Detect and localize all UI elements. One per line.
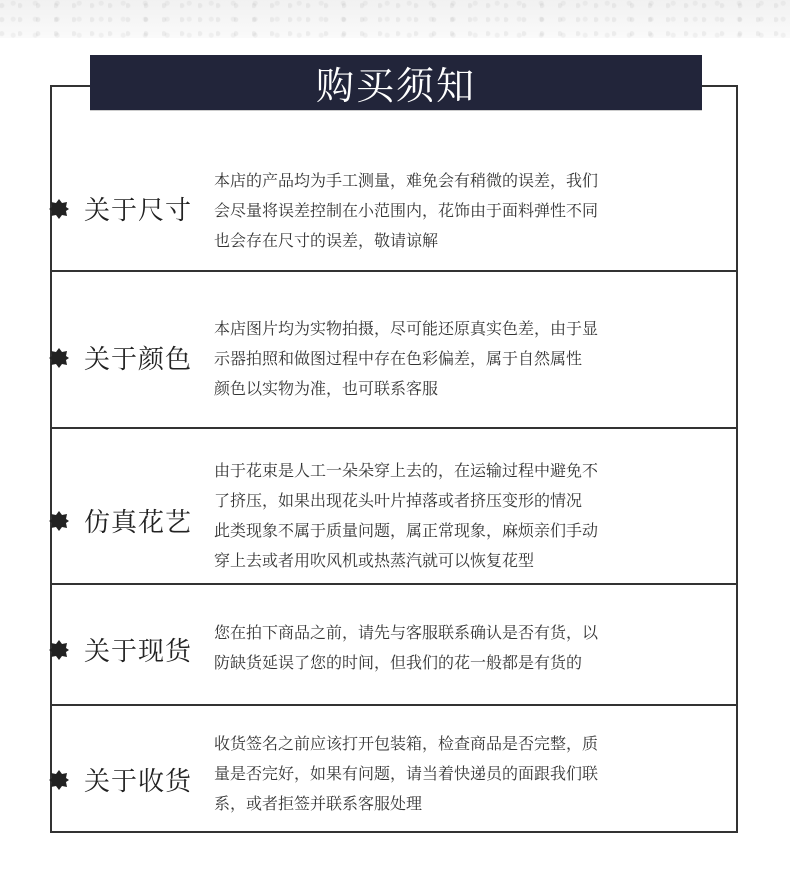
section-description-stock <box>214 618 669 678</box>
description-line: 示器拍照和做图过程中存在色彩偏差，属于自然属性 <box>214 349 583 368</box>
section-divider <box>52 427 736 429</box>
flower-bullet-icon <box>48 198 70 220</box>
description-line: 本店图片均为实物拍摄，尽可能还原真实色差，由于显 <box>214 319 599 338</box>
page-title: 购买须知 <box>315 64 476 108</box>
section-label-text: 关于收货 <box>84 767 193 797</box>
description-line: 量是否完好，如果有问题，请当着快递员的面跟我们联 <box>214 764 599 783</box>
description-line: 防缺货延误了您的时间，但我们的花一般都是有货的 <box>214 653 583 672</box>
flower-bullet-icon <box>48 347 70 369</box>
section-description-color <box>214 314 669 404</box>
section-label-stock <box>48 631 192 668</box>
description-line: 了挤压，如果出现花头叶片掉落或者挤压变形的情况 <box>214 491 583 510</box>
flower-bullet-icon <box>48 639 70 661</box>
description-line: 颜色以实物为准，也可联系客服 <box>214 379 439 398</box>
description-line: 此类现象不属于质量问题，属正常现象，麻烦亲们手动 <box>214 521 599 540</box>
section-label-text: 关于尺寸 <box>84 196 193 226</box>
description-line: 会尽量将误差控制在小范围内，花饰由于面料弹性不同 <box>214 201 599 220</box>
description-line: 也会存在尺寸的误差，敬请谅解 <box>214 231 439 250</box>
section-description-receiving <box>214 729 669 819</box>
description-line: 收货签名之前应该打开包装箱，检查商品是否完整，质 <box>214 734 599 753</box>
section-label-color <box>48 339 192 376</box>
description-line: 本店的产品均为手工测量，难免会有稍微的误差，我们 <box>214 171 599 190</box>
section-label-text: 关于现货 <box>84 637 193 667</box>
section-divider <box>52 270 736 272</box>
description-line: 穿上去或者用吹风机或热蒸汽就可以恢复花型 <box>214 551 535 570</box>
section-description-artificial-flowers <box>214 456 669 576</box>
section-label-artificial-flowers <box>48 502 192 539</box>
section-description-size <box>214 166 669 256</box>
flower-bullet-icon <box>48 510 70 532</box>
section-label-text: 关于颜色 <box>84 345 193 375</box>
description-line: 由于花束是人工一朵朵穿上去的，在运输过程中避免不 <box>214 461 599 480</box>
section-divider <box>52 583 736 585</box>
section-label-text: 仿真花艺 <box>84 508 193 538</box>
flower-bullet-icon <box>48 769 70 791</box>
description-line: 系，或者拒签并联系客服处理 <box>214 794 423 813</box>
top-texture-band <box>0 0 790 38</box>
title-banner <box>90 55 702 110</box>
section-label-size <box>48 190 192 227</box>
description-line: 您在拍下商品之前，请先与客服联系确认是否有货，以 <box>214 623 599 642</box>
section-label-receiving <box>48 761 192 798</box>
section-divider <box>52 704 736 706</box>
